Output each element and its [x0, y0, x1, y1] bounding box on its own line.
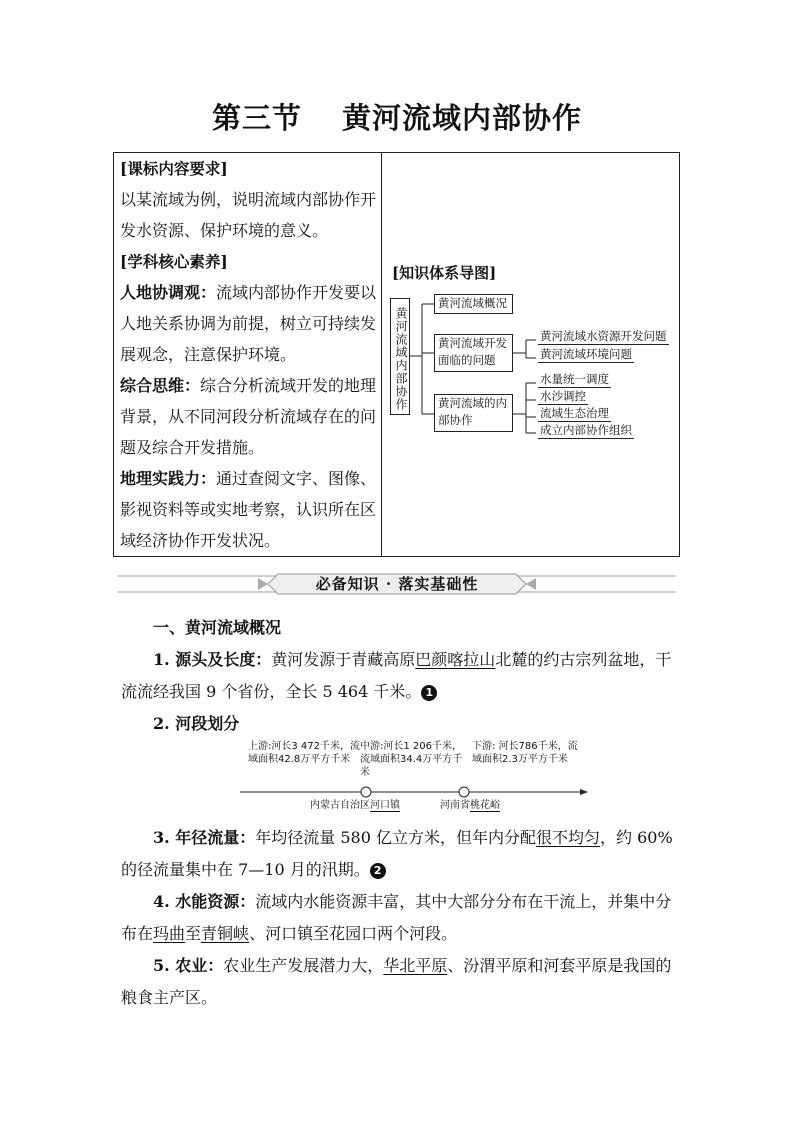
- map-leaf: 水量统一调度: [540, 372, 609, 386]
- banner-label: 必备知识 · 落实基础性: [315, 575, 479, 593]
- literacy-item: 地理实践力：通过查阅文字、图像、影视资料等或实地考察，认识所在区域经济协作开发状况。: [120, 469, 377, 550]
- point-taohuayu: 河南省桃花峪: [440, 800, 500, 811]
- map-node-problems: 黄河流域开发面临的问题: [434, 334, 513, 372]
- title-section-number: 第三节: [211, 101, 302, 135]
- note-marker: 1: [421, 685, 437, 701]
- map-leaf: 水沙调控: [540, 389, 586, 403]
- knowledge-map-connectors: [386, 290, 686, 440]
- paragraph-runoff: 3. 年径流量：年均径流量 580 亿立方米，但年内分配很不均匀，约 60%的径流量集中在 7—10 月的汛期。 2: [121, 828, 673, 879]
- map-node-cooperation: 黄河流域的内部协作: [434, 394, 513, 432]
- map-leaf: 黄河流域水资源开发问题: [540, 329, 667, 343]
- requirements-column: [120, 153, 378, 556]
- knowledge-map-heading: [知识体系导图]: [392, 264, 497, 282]
- map-node-overview: 黄河流域概况: [434, 294, 513, 314]
- literacy-heading: [学科核心素养]: [120, 252, 228, 271]
- section-overview: [121, 612, 677, 740]
- literacy-item: 人地协调观：流域内部协作开发要以人地关系协调为前提，树立可持续发展观念，注意保护环境。: [120, 283, 377, 364]
- section-banner: [118, 570, 676, 598]
- section-heading: 一、黄河流域概况: [153, 618, 282, 637]
- river-axis: [240, 740, 590, 822]
- lower-reach-label: 下游: 河长786千米，流域面积2.3万平方千米: [472, 741, 578, 765]
- map-root-node: 黄河流域内部协作: [390, 298, 410, 415]
- map-leaf: 流域生态治理: [540, 406, 609, 420]
- paragraph-river-sections: 2. 河段划分: [153, 714, 240, 733]
- curriculum-text: 以某流域为例，说明流域内部协作开发水资源、保护环境的意义。: [120, 190, 377, 240]
- title-section-name: 黄河流域内部协作: [342, 101, 583, 135]
- middle-reach-label: 中游:河长1 206千米，流域面积34.4万平方千米: [360, 741, 463, 778]
- note-marker: 2: [370, 863, 386, 879]
- map-leaf: 黄河流域环境问题: [540, 347, 632, 361]
- point-hekouzhen: 内蒙古自治区河口镇: [310, 800, 400, 811]
- upper-reach-label: 上游:河长3 472千米，流域面积42.8万平方千米: [248, 741, 360, 765]
- table-divider: [381, 153, 382, 556]
- paragraph-agriculture: 5. 农业：农业生产发展潜力大，华北平原、汾渭平原和河套平原是我国的粮食主产区。: [121, 956, 672, 1007]
- river-section-diagram: [240, 740, 590, 822]
- map-leaf: 成立内部协作组织: [540, 423, 632, 437]
- section-overview-continued: [121, 822, 677, 1014]
- paragraph-hydropower: 4. 水能资源：流域内水能资源丰富，其中大部分分布在干流上，并集中分布在玛曲至青铜峡、河口镇至花园口两个河段。: [121, 892, 672, 943]
- literacy-item: 综合思维：综合分析流域开发的地理背景，从不同河段分析流域存在的问题及综合开发措施。: [120, 376, 377, 457]
- curriculum-heading: [课标内容要求]: [120, 159, 228, 178]
- page-title: [0, 96, 794, 137]
- paragraph-source-length: 1. 源头及长度：黄河发源于青藏高原巴颜喀拉山北麓的约古宗列盆地，干流流经我国 9 个省份，全长 5 464 千米。 1: [121, 650, 672, 701]
